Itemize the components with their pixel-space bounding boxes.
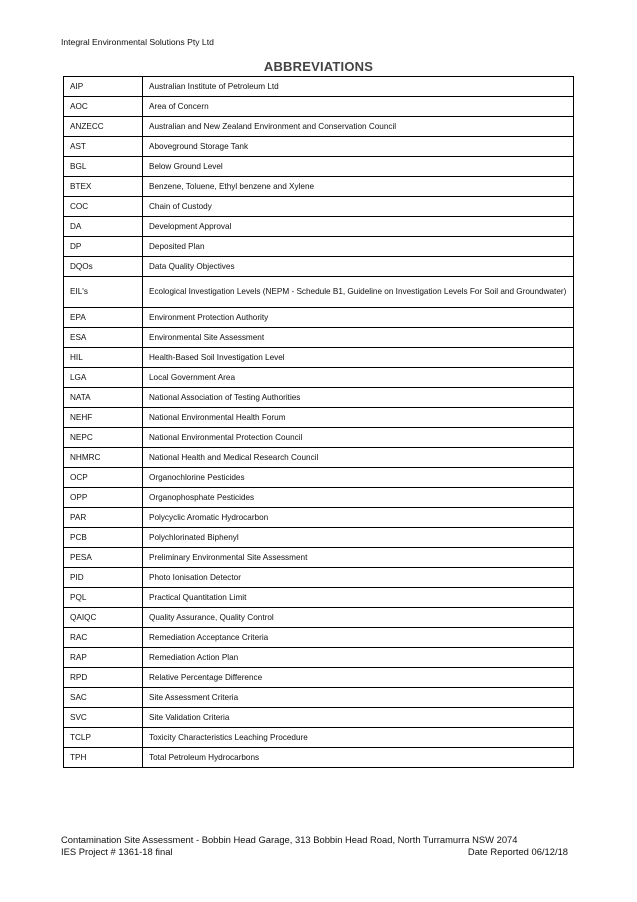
table-row xyxy=(64,428,574,448)
abbreviation-cell: PCB xyxy=(64,528,143,548)
table-row xyxy=(64,328,574,348)
footer-project-line xyxy=(61,846,568,857)
table-row xyxy=(64,608,574,628)
table-row xyxy=(64,177,574,197)
abbreviation-cell: SVC xyxy=(64,708,143,728)
abbreviation-cell: BTEX xyxy=(64,177,143,197)
table-row xyxy=(64,728,574,748)
definition-cell: National Association of Testing Authorities xyxy=(143,388,574,408)
definition-cell: Photo Ionisation Detector xyxy=(143,568,574,588)
table-row xyxy=(64,628,574,648)
abbreviation-cell: ANZECC xyxy=(64,117,143,137)
definition-cell: National Environmental Health Forum xyxy=(143,408,574,428)
abbreviation-cell: RAC xyxy=(64,628,143,648)
abbreviation-cell: NATA xyxy=(64,388,143,408)
definition-cell: Development Approval xyxy=(143,217,574,237)
definition-cell: Australian Institute of Petroleum Ltd xyxy=(143,77,574,97)
table-row xyxy=(64,217,574,237)
table-row xyxy=(64,97,574,117)
definition-cell: Remediation Acceptance Criteria xyxy=(143,628,574,648)
table-row xyxy=(64,528,574,548)
abbreviation-cell: OPP xyxy=(64,488,143,508)
definition-cell: National Health and Medical Research Council xyxy=(143,448,574,468)
table-row xyxy=(64,137,574,157)
definition-cell: Polychlorinated Biphenyl xyxy=(143,528,574,548)
abbreviation-cell: DA xyxy=(64,217,143,237)
table-row xyxy=(64,488,574,508)
table-row xyxy=(64,368,574,388)
abbreviation-cell: NHMRC xyxy=(64,448,143,468)
table-row xyxy=(64,408,574,428)
definition-cell: National Environmental Protection Council xyxy=(143,428,574,448)
definition-cell: Below Ground Level xyxy=(143,157,574,177)
abbreviation-cell: COC xyxy=(64,197,143,217)
definition-cell: Australian and New Zealand Environment and Conservation Council xyxy=(143,117,574,137)
table-row xyxy=(64,588,574,608)
definition-cell: Relative Percentage Difference xyxy=(143,668,574,688)
table-row xyxy=(64,568,574,588)
definition-cell: Deposited Plan xyxy=(143,237,574,257)
table-row xyxy=(64,708,574,728)
definition-cell: Benzene, Toluene, Ethyl benzene and Xylene xyxy=(143,177,574,197)
definition-cell: Remediation Action Plan xyxy=(143,648,574,668)
definition-cell: Organochlorine Pesticides xyxy=(143,468,574,488)
definition-cell: Environment Protection Authority xyxy=(143,308,574,328)
table-row xyxy=(64,508,574,528)
definition-cell: Polycyclic Aromatic Hydrocarbon xyxy=(143,508,574,528)
abbreviation-cell: NEHF xyxy=(64,408,143,428)
definition-cell: Total Petroleum Hydrocarbons xyxy=(143,748,574,768)
abbreviations-table xyxy=(63,76,574,768)
definition-cell: Environmental Site Assessment xyxy=(143,328,574,348)
abbreviation-cell: AIP xyxy=(64,77,143,97)
abbreviations-table-body xyxy=(64,77,574,768)
footer-project-number: IES Project # 1361-18 final xyxy=(61,846,173,857)
table-row xyxy=(64,548,574,568)
abbreviation-cell: ESA xyxy=(64,328,143,348)
table-row xyxy=(64,197,574,217)
definition-cell: Health-Based Soil Investigation Level xyxy=(143,348,574,368)
definition-cell: Preliminary Environmental Site Assessment xyxy=(143,548,574,568)
abbreviation-cell: SAC xyxy=(64,688,143,708)
abbreviation-cell: TPH xyxy=(64,748,143,768)
table-row xyxy=(64,237,574,257)
table-row xyxy=(64,277,574,308)
abbreviation-cell: AOC xyxy=(64,97,143,117)
abbreviation-cell: BGL xyxy=(64,157,143,177)
abbreviation-cell: EPA xyxy=(64,308,143,328)
definition-cell: Toxicity Characteristics Leaching Procedure xyxy=(143,728,574,748)
abbreviation-cell: OCP xyxy=(64,468,143,488)
definition-cell: Site Validation Criteria xyxy=(143,708,574,728)
abbreviation-cell: DQOs xyxy=(64,257,143,277)
definition-cell: Chain of Custody xyxy=(143,197,574,217)
abbreviation-cell: RPD xyxy=(64,668,143,688)
abbreviation-cell: TCLP xyxy=(64,728,143,748)
abbreviation-cell: RAP xyxy=(64,648,143,668)
definition-cell: Site Assessment Criteria xyxy=(143,688,574,708)
table-row xyxy=(64,77,574,97)
definition-cell: Organophosphate Pesticides xyxy=(143,488,574,508)
definition-cell: Data Quality Objectives xyxy=(143,257,574,277)
abbreviation-cell: NEPC xyxy=(64,428,143,448)
abbreviation-cell: PESA xyxy=(64,548,143,568)
abbreviation-cell: EIL's xyxy=(64,277,143,308)
definition-cell: Quality Assurance, Quality Control xyxy=(143,608,574,628)
definition-cell: Ecological Investigation Levels (NEPM - Schedule B1, Guideline on Investigation Levels For Soil and Groundwater) xyxy=(143,277,574,308)
abbreviation-cell: QAIQC xyxy=(64,608,143,628)
table-row xyxy=(64,648,574,668)
table-row xyxy=(64,448,574,468)
footer-date-reported: Date Reported 06/12/18 xyxy=(467,846,568,857)
table-row xyxy=(64,348,574,368)
abbreviation-cell: AST xyxy=(64,137,143,157)
definition-cell: Local Government Area xyxy=(143,368,574,388)
table-row xyxy=(64,668,574,688)
page-title: ABBREVIATIONS xyxy=(263,59,374,74)
table-row xyxy=(64,748,574,768)
abbreviation-cell: DP xyxy=(64,237,143,257)
abbreviation-cell: PAR xyxy=(64,508,143,528)
footer-site-description: Contamination Site Assessment - Bobbin Head Garage, 313 Bobbin Head Road, North Turramurra NSW 2074 xyxy=(61,834,518,845)
company-name: Integral Environmental Solutions Pty Ltd xyxy=(61,37,214,47)
definition-cell: Practical Quantitation Limit xyxy=(143,588,574,608)
abbreviation-cell: PQL xyxy=(64,588,143,608)
table-row xyxy=(64,468,574,488)
table-row xyxy=(64,257,574,277)
table-row xyxy=(64,688,574,708)
definition-cell: Area of Concern xyxy=(143,97,574,117)
abbreviation-cell: HIL xyxy=(64,348,143,368)
definition-cell: Aboveground Storage Tank xyxy=(143,137,574,157)
abbreviation-cell: LGA xyxy=(64,368,143,388)
table-row xyxy=(64,157,574,177)
table-row xyxy=(64,308,574,328)
table-row xyxy=(64,388,574,408)
table-row xyxy=(64,117,574,137)
abbreviation-cell: PID xyxy=(64,568,143,588)
